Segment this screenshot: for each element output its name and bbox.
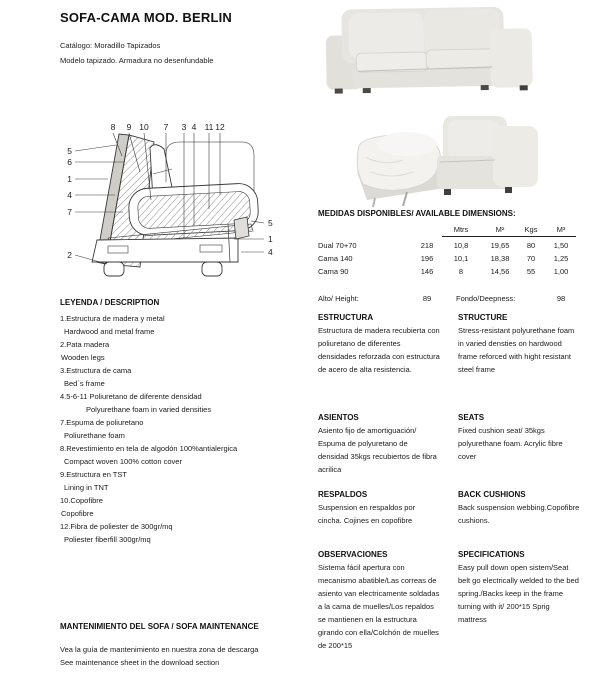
- depth-value: 98: [556, 294, 566, 303]
- diagram-label-left-2: 2: [67, 250, 72, 260]
- diagram-label-top-10: 10: [139, 122, 149, 132]
- diagram-label-top-12: 12: [215, 122, 225, 132]
- spec-title-es: ESTRUCTURA: [318, 313, 374, 322]
- height-depth-row: [318, 294, 588, 303]
- row-cm: 196: [420, 254, 434, 263]
- sofa-cross-section-diagram: [50, 112, 305, 292]
- spec-body-es: Sistema fácil apertura con mecanismo abatible/Las correas de asiento van electricamente soldadas a la cama de muelles/Los repaldos se mantienen en la estructura girando con ella/Colchón de muelles de 200*15: [318, 563, 440, 650]
- row-name: Cama 140: [318, 254, 353, 263]
- diagram-label-left-5: 5: [67, 146, 72, 156]
- height-label: Alto/ Height:: [318, 294, 359, 303]
- legend-en: Compact woven 100% cotton cover: [64, 457, 182, 466]
- legend-item: [60, 312, 315, 338]
- maintenance-line-es: Vea la guía de mantenimiento en nuestra zona de descarga: [60, 645, 259, 654]
- legend-es: 8.Revestimiento en tela de algodón 100%antialergica: [60, 444, 238, 453]
- diagram-label-right-5: 5: [268, 218, 273, 228]
- diagram-label-top-4: 4: [191, 122, 197, 132]
- maintenance-section: [60, 622, 340, 669]
- height-value: 89: [422, 294, 432, 303]
- row-mtrs: 8: [458, 267, 464, 276]
- diagram-label-right-1: 1: [268, 234, 273, 244]
- legend-en: Poliurethane foam: [64, 431, 125, 440]
- legend-en: Poliester fiberfill 300gr/mq: [64, 535, 151, 544]
- spec-title-es: RESPALDOS: [318, 490, 368, 499]
- col-header-mtrs: Mtrs: [453, 225, 469, 234]
- legend-es: 2.Pata madera: [60, 340, 110, 349]
- diagram-label-right-4: 4: [268, 247, 273, 257]
- catalog-line: Catálogo: Moradillo Tapizados: [60, 41, 161, 50]
- row-m3: 1,50: [553, 241, 569, 250]
- spec-body-en: Stress-resistant polyurethane foam in varied densties on hardwood frame reforced with hight resistant steel frame: [458, 326, 575, 374]
- spec-title-en: SPECIFICATIONS: [458, 550, 525, 559]
- spec-title-en: STRUCTURE: [458, 313, 508, 322]
- legend-heading: LEYENDA / DESCRIPTION: [60, 298, 160, 307]
- legend-es: 3.Estructura de cama: [60, 366, 132, 375]
- diagram-label-left-4: 4: [67, 190, 72, 200]
- spec-body-es: Estructura de madera recubierta con poliuretano de diferentes densidades reforzada con estructura de acero de alta resistencia.: [318, 326, 440, 374]
- legend-en: Bed´s frame: [64, 379, 105, 388]
- model-line: Modelo tapizado. Armadura no desenfundable: [60, 56, 214, 65]
- diagram-label-left-7: 7: [67, 207, 72, 217]
- row-cm: 146: [420, 267, 434, 276]
- dimensions-section: [318, 209, 588, 303]
- maintenance-line-en: See maintenance sheet in the download section: [60, 658, 220, 667]
- col-header-kgs: Kgs: [524, 225, 538, 234]
- legend-item: [60, 390, 315, 416]
- diagram-label-top-8: 8: [110, 122, 116, 132]
- dimensions-table: [318, 223, 588, 278]
- legend-en: Lining in TNT: [64, 483, 109, 492]
- dimensions-heading: MEDIDAS DISPONIBLES/ AVAILABLE DIMENSIONS:: [318, 209, 516, 218]
- spec-body-es: Suspension en respaldos por cincha. Cojines en copofibre: [318, 503, 416, 525]
- maintenance-heading: MANTENIMIENTO DEL SOFA / SOFA MAINTENANCE: [60, 622, 259, 631]
- row-m2: 18,38: [490, 254, 510, 263]
- spec-title-es: ASIENTOS: [318, 413, 359, 422]
- row-kgs: 55: [526, 267, 536, 276]
- legend-item: [60, 520, 315, 546]
- specs-section: [318, 313, 598, 650]
- legend-en: Hardwood and metal frame: [64, 327, 155, 336]
- spec-body-en: Fixed cushion seat/ 35kgs polyurethane foam. Acrylic fibre cover: [458, 426, 563, 461]
- diagram-label-top-9: 9: [126, 122, 132, 132]
- page-title: SOFA-CAMA MOD. BERLIN: [60, 10, 232, 25]
- legend-item: [60, 468, 315, 494]
- diagram-label-left-6: 6: [67, 157, 72, 167]
- legend-es: 12.Fibra de poliester de 300gr/mq: [60, 522, 173, 531]
- spec-row-observations: [318, 550, 588, 652]
- diagram-label-top-3: 3: [181, 122, 187, 132]
- row-mtrs: 10,8: [453, 241, 469, 250]
- row-m2: 19,65: [490, 241, 510, 250]
- legend-es: 9.Estructura en TST: [60, 470, 127, 479]
- spec-row-seats: [318, 413, 588, 476]
- row-kgs: 80: [526, 241, 536, 250]
- sofa-photo: [312, 0, 547, 96]
- header-block: [60, 10, 232, 68]
- spec-body-en: Easy pull down open sistem/Seat belt go electrically welded to the bed spring./Backs keep in the frame turning with it/ 200*15 Sprig mattress: [458, 563, 579, 624]
- row-m2: 14,56: [490, 267, 510, 276]
- table-rule: [442, 236, 576, 237]
- legend-item: [60, 442, 315, 468]
- legend-en: Copofibre: [61, 509, 94, 518]
- row-kgs: 70: [526, 254, 536, 263]
- sofa-bed-photo: [345, 100, 560, 210]
- spec-title-es: OBSERVACIONES: [318, 550, 388, 559]
- legend-section: [60, 298, 315, 546]
- legend-es: 10.Copofibre: [60, 496, 103, 505]
- legend-en: Polyurethane foam in varied densities: [86, 405, 212, 414]
- legend-item: [60, 416, 315, 442]
- legend-es: 7.Espuma de poliuretano: [60, 418, 144, 427]
- legend-item: [60, 364, 315, 390]
- legend-es: 4.5-6-11 Poliuretano de diferente densidad: [60, 392, 202, 401]
- diagram-label-left-1: 1: [67, 174, 72, 184]
- col-header-m3: M³: [556, 225, 566, 234]
- legend-item: [60, 338, 315, 364]
- row-mtrs: 10,1: [453, 254, 469, 263]
- row-m3: 1,00: [553, 267, 569, 276]
- row-m3: 1,25: [553, 254, 569, 263]
- row-name: Dual 70+70: [318, 241, 357, 250]
- row-cm: 218: [420, 241, 434, 250]
- diagram-label-top-7: 7: [163, 122, 169, 132]
- depth-label: Fondo/Deepness:: [456, 294, 516, 303]
- legend-es: 1.Estructura de madera y metal: [60, 314, 165, 323]
- spec-title-en: SEATS: [458, 413, 485, 422]
- row-name: Cama 90: [318, 267, 349, 276]
- spec-row-backs: [318, 490, 588, 527]
- spec-title-en: BACK CUSHIONS: [458, 490, 526, 499]
- legend-en: Wooden legs: [61, 353, 105, 362]
- spec-body-en: Back suspension webbing.Copofibre cushions.: [458, 503, 580, 525]
- col-header-m2: M²: [495, 225, 505, 234]
- spec-body-es: Asiento fijo de amortiguación/ Espuma de polyuretano de densidad 35kgs recubiertos de fibra acrilica: [318, 426, 437, 474]
- spec-row-structure: [318, 313, 588, 376]
- legend-item: [60, 494, 315, 520]
- diagram-label-top-11: 11: [204, 122, 214, 132]
